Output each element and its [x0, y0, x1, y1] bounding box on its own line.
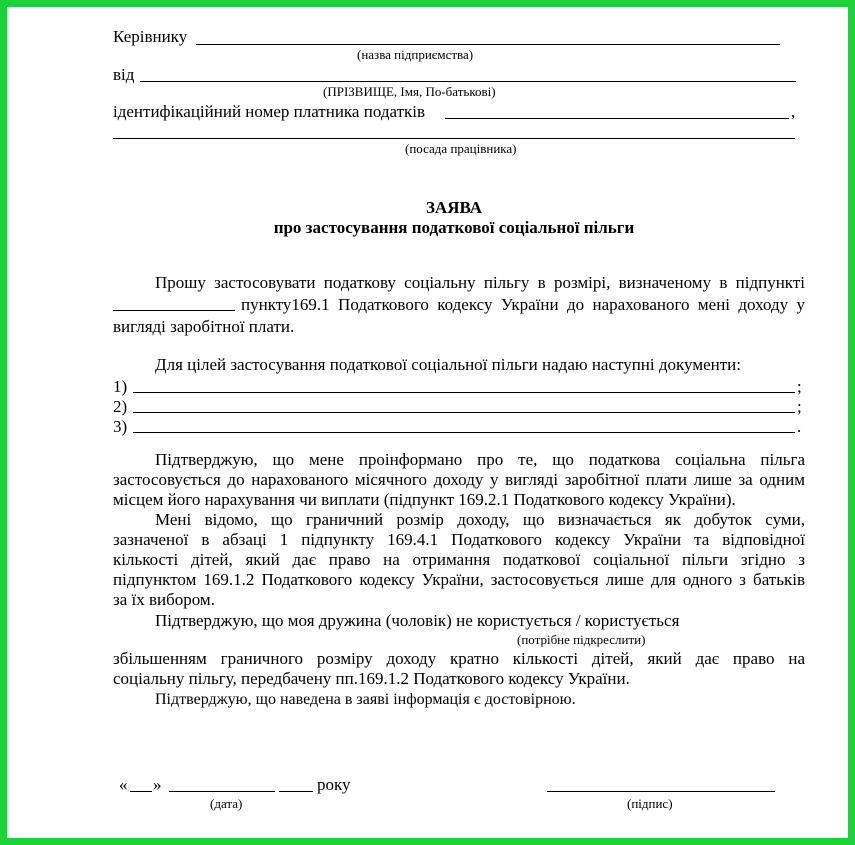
tax-id-field[interactable]	[445, 118, 789, 119]
document-subtitle: про застосування податкової соціальної пільги	[273, 218, 635, 237]
addressee-label: Керівнику	[113, 27, 188, 46]
document-item-3-end: .	[797, 417, 802, 436]
day-field[interactable]	[130, 791, 152, 792]
request-line-3: вигляді заробітної плати.	[113, 317, 295, 336]
employee-name-hint: (ПРІЗВИЩЕ, Імя, По-батькові)	[323, 84, 496, 99]
confirm1-line-1: Підтверджую, що мене проінформано про те, що податкова соціальна пільга	[155, 450, 805, 469]
company-name-field[interactable]	[196, 44, 780, 45]
tax-id-label: ідентифікаційний номер платника податків	[113, 102, 426, 121]
known-line-3: кількості дітей, який дає право на отримання податкової соціальної пільги згідно з	[113, 550, 805, 569]
date-hint: (дата)	[210, 796, 243, 811]
year-label: року	[317, 775, 351, 794]
employee-name-field[interactable]	[140, 81, 796, 82]
spouse-line-3: соціальну пільгу, передбачену пп.169.1.2 Податкового кодексу України.	[113, 669, 630, 688]
tax-id-comma: ,	[791, 102, 796, 121]
request-line-2: пункту169.1 Податкового кодексу України до нарахованого мені доходу у	[241, 295, 805, 314]
document-item-1-field[interactable]	[133, 392, 795, 393]
request-line-1: Прошу застосовувати податкову соціальну пільгу в розмірі, визначеному в підпункті	[155, 273, 805, 292]
known-line-5: за їх вибором.	[113, 590, 215, 609]
underline-hint: (потрібне підкреслити)	[517, 632, 646, 647]
document-item-2-field[interactable]	[133, 412, 795, 413]
known-line-1: Мені відомо, що граничний розмір доходу, що визначається як добуток суми,	[155, 510, 805, 529]
quote-open: «	[119, 775, 128, 794]
document-title: ЗАЯВА	[425, 198, 483, 217]
document-item-3-number: 3)	[113, 417, 128, 436]
known-line-4: підпунктом 169.1.2 Податкового кодексу України, застосовується лише для одного з батьків	[113, 570, 805, 589]
position-field[interactable]	[113, 138, 795, 139]
confirm2-line-1: Підтверджую, що наведена в заяві інформація є достовірною.	[155, 691, 576, 708]
company-name-hint: (назва підприємства)	[357, 47, 474, 62]
quote-close: »	[153, 775, 162, 794]
spouse-line-2: збільшенням граничного розміру доходу кратно кількості дітей, який дає право на	[113, 649, 805, 668]
position-hint: (посада працівника)	[405, 141, 517, 156]
documents-intro: Для цілей застосування податкової соціальної пільги надаю наступні документи:	[155, 355, 741, 374]
confirm1-line-3: місцем його нарахування чи виплати (підпункт 169.2.1 Податкового кодексу України).	[113, 490, 736, 509]
document-item-1-number: 1)	[113, 377, 128, 396]
known-line-2: зазначеної в абзаці 1 підпункту 169.4.1 Податкового кодексу України та відповідної	[113, 530, 805, 549]
signature-field[interactable]	[547, 791, 775, 792]
year-field[interactable]	[279, 791, 313, 792]
confirm1-line-2: застосовується до нарахованого місячного доходу у вигляді заробітної плати лише за одним	[113, 470, 805, 489]
from-label: від	[113, 65, 135, 84]
month-field[interactable]	[169, 791, 275, 792]
subparagraph-field[interactable]	[113, 310, 235, 311]
document-item-3-field[interactable]	[133, 432, 795, 433]
spouse-line-1: Підтверджую, що моя дружина (чоловік) не користується / користується	[155, 611, 680, 630]
signature-hint: (підпис)	[627, 796, 673, 811]
document-item-1-end: ;	[797, 377, 802, 396]
document-item-2-number: 2)	[113, 397, 128, 416]
document-item-2-end: ;	[797, 397, 802, 416]
